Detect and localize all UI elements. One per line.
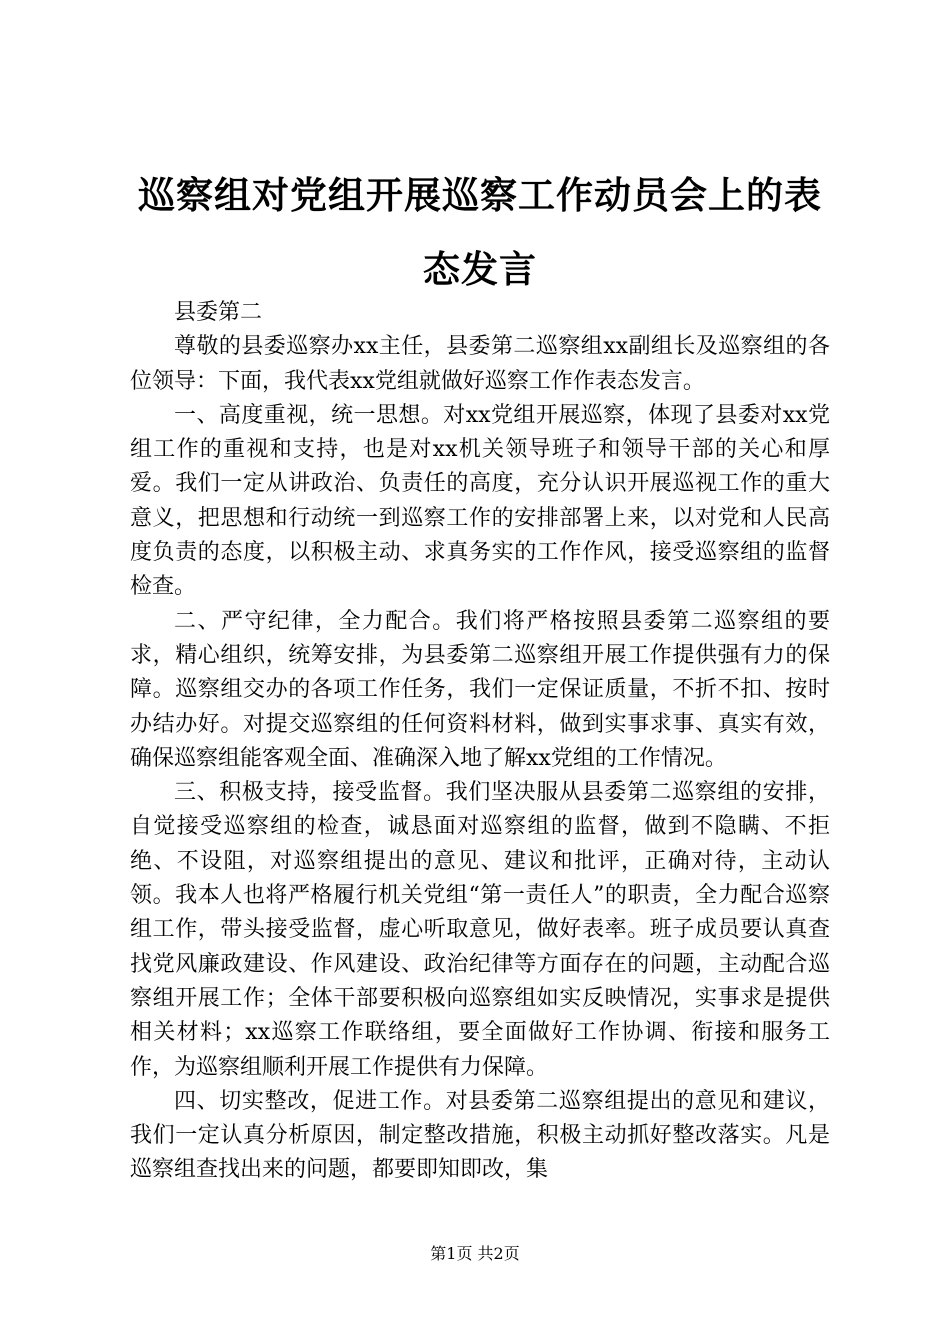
paragraph-point-three: 三、积极支持，接受监督。我们坚决服从县委第二巡察组的安排，自觉接受巡察组的检查，诚恳面对巡察组的监督，做到不隐瞒、不拒绝、不设阻，对巡察组提出的意见、建议和批评，正确对待，主动认领。我本人也将严格履行机关党组“第一责任人”的职责，全力配合巡察组工作，带头接受监督，虚心听取意见，做好表率。班子成员要认真查找党风廉政建设、作风建设、政治纪律等方面存在的问题，主动配合巡察组开展工作；全体干部要积极向巡察组如实反映情况，实事求是提供相关材料；xx巡察工作联络组，要全面做好工作协调、衔接和服务工作，为巡察组顺利开展工作提供有力保障。 (130, 780, 830, 1080)
paragraph-point-four: 四、切实整改，促进工作。对县委第二巡察组提出的意见和建议，我们一定认真分析原因，制定整改措施，积极主动抓好整改落实。凡是巡察组查找出来的问题，都要即知即改，集 (130, 1088, 830, 1183)
paragraph-point-two: 二、严守纪律，全力配合。我们将严格按照县委第二巡察组的要求，精心组织，统筹安排，为县委第二巡察组开展工作提供强有力的保障。巡察组交办的各项工作任务，我们一定保证质量，不折不扣、按时办结办好。对提交巡察组的任何资料材料，做到实事求事、真实有效，确保巡察组能客观全面、准确深入地了解xx党组的工作情况。 (130, 608, 830, 771)
paragraph-salutation: 尊敬的县委巡察办xx主任，县委第二巡察组xx副组长及巡察组的各位领导：下面，我代表xx党组就做好巡察工作作表态发言。 (130, 334, 830, 394)
document-title: 巡察组对党组开展巡察工作动员会上的表态发言 (138, 173, 822, 291)
page-number-footer: 第1页 共2页 (430, 1244, 520, 1263)
paragraph-heading-line: 县委第二 (174, 300, 263, 325)
document-body (130, 296, 830, 1188)
paragraph-point-one: 一、高度重视，统一思想。对xx党组开展巡察，体现了县委对xx党组工作的重视和支持，也是对xx机关领导班子和领导干部的关心和厚爱。我们一定从讲政治、负责任的高度，充分认识开展巡视工作的重大意义，把思想和行动统一到巡察工作的安排部署上来，以对党和人民高度负责的态度，以积极主动、求真务实的工作作风，接受巡察组的监督检查。 (130, 402, 830, 600)
